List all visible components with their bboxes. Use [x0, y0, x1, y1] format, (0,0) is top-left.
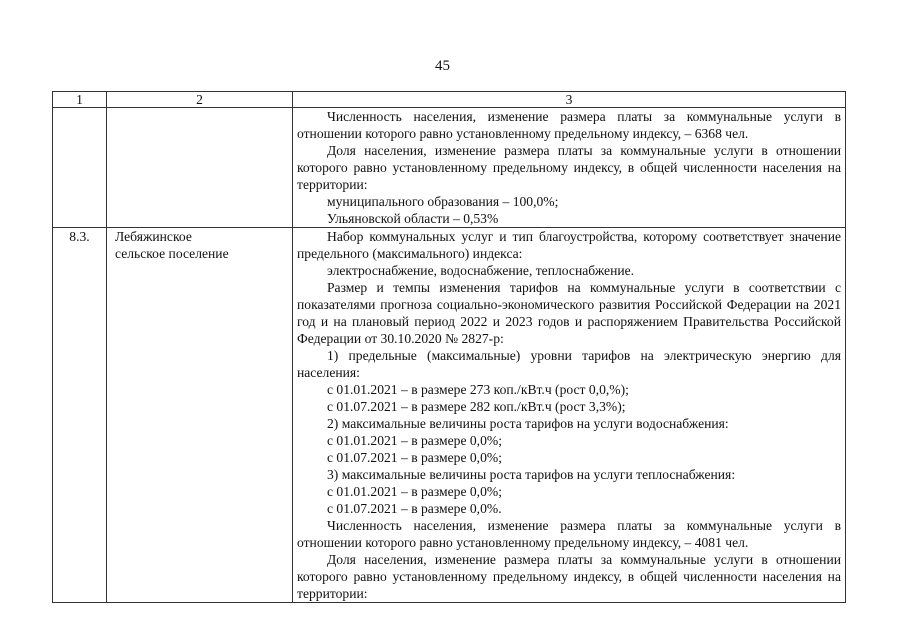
settlement-name-line-1: Лебяжинское [115, 229, 192, 244]
column-header-1: 1 [53, 92, 107, 108]
list-item: с 01.07.2021 – в размере 0,0%; [327, 450, 502, 465]
paragraph: Доля населения, изменение размера платы за коммунальные услуги в отношении которого равно установленному предельному индексу, в общей численности населения на территории: [297, 143, 841, 192]
list-item: муниципального образования – 100,0%; [327, 194, 559, 209]
paragraph: Размер и темпы изменения тарифов на коммунальные услуги в соответствии с показателями прогноза социально-экономического развития Российской Федерации на 2021 год и на плановый период 2022 и 2023 годов и распоряжением Правительства Российской Федерации от 30.10.2020 № 2827-р: [297, 280, 841, 346]
settlement-name-line-2: сельское поселение [115, 246, 229, 261]
list-item: с 01.01.2021 – в размере 0,0%; [327, 484, 502, 499]
table-row-8-3 [53, 228, 846, 603]
paragraph: Численность населения, изменение размера платы за коммунальные услуги в отношении которого равно установленному предельному индексу, – 6368 чел. [297, 109, 841, 141]
paragraph: 1) предельные (максимальные) уровни тарифов на электрическую энергию для населения: [297, 348, 841, 380]
column-header-3: 3 [293, 92, 846, 108]
list-item: Ульяновской области – 0,53% [327, 211, 499, 226]
paragraph: Набор коммунальных услуг и тип благоустройства, которому соответствует значение предельного (максимального) индекса: [297, 229, 841, 261]
settlement-name [107, 228, 293, 603]
column-header-2: 2 [107, 92, 293, 108]
cell-settlement-empty [107, 108, 293, 228]
table-header-row [53, 92, 846, 108]
cell-description [293, 228, 846, 603]
list-item: с 01.01.2021 – в размере 0,0%; [327, 433, 502, 448]
paragraph: Численность населения, изменение размера платы за коммунальные услуги в отношении которого равно установленному предельному индексу, – 4081 чел. [297, 518, 841, 550]
cell-description-continued [293, 108, 846, 228]
list-item: электроснабжение, водоснабжение, теплоснабжение. [327, 263, 635, 278]
list-item: с 01.07.2021 – в размере 0,0%. [327, 501, 502, 516]
row-number: 8.3. [53, 228, 107, 603]
list-item: 3) максимальные величины роста тарифов на услуги теплоснабжения: [327, 467, 736, 482]
page-number: 45 [435, 58, 450, 74]
list-item: с 01.01.2021 – в размере 273 коп./кВт.ч (рост 0,0,%); [327, 382, 629, 397]
list-item: 2) максимальные величины роста тарифов на услуги водоснабжения: [327, 416, 729, 431]
cell-number-empty [53, 108, 107, 228]
tariff-table [52, 91, 846, 603]
paragraph: Доля населения, изменение размера платы за коммунальные услуги в отношении которого равно установленному предельному индексу, в общей численности населения на территории: [297, 552, 841, 601]
list-item: с 01.07.2021 – в размере 282 коп./кВт.ч (рост 3,3%); [327, 399, 626, 414]
table-row-continued [53, 108, 846, 228]
